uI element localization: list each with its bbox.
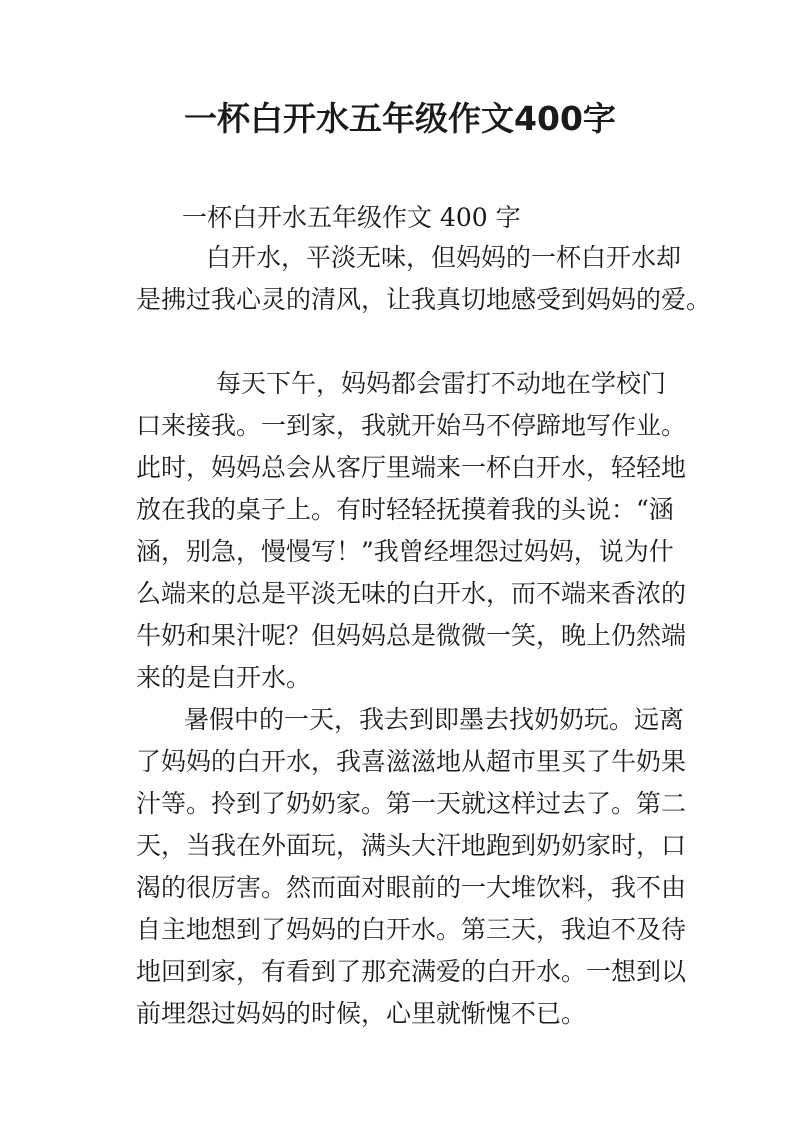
- text-line: 么端来的总是平淡无味的白开水，而不端来香浓的: [136, 579, 687, 608]
- text-line: 来的是白开水。: [136, 663, 312, 692]
- text-line: 前埋怨过妈妈的时候，心里就惭愧不已。: [136, 999, 587, 1028]
- text-line: 放在我的桌子上。有时轻轻抚摸着我的头说：“涵: [136, 495, 674, 524]
- text-line: 每天下午，妈妈都会雷打不动地在学校门: [216, 369, 667, 398]
- subtitle-line: 一杯白开水五年级作文 400 字: [182, 203, 521, 232]
- text-line: 口来接我。一到家，我就开始马不停蹄地写作业。: [136, 411, 687, 440]
- text-line: 暑假中的一天，我去到即墨去找奶奶玩。远离: [184, 705, 685, 734]
- text-line: 是拂过我心灵的清风，让我真切地感受到妈妈的爱。: [136, 285, 712, 314]
- page-title: 一杯白开水五年级作文400字: [184, 99, 616, 138]
- text-line: 天，当我在外面玩，满头大汗地跑到奶奶家时，口: [136, 831, 687, 860]
- text-line: 自主地想到了妈妈的白开水。第三天，我迫不及待: [136, 915, 687, 944]
- text-line: 地回到家，有看到了那充满爱的白开水。一想到以: [136, 957, 687, 986]
- text-line: 渴的很厉害。然而面对眼前的一大堆饮料，我不由: [136, 873, 687, 902]
- text-line: 牛奶和果汁呢？但妈妈总是微微一笑，晚上仍然端: [136, 621, 687, 650]
- text-line: 汁等。拎到了奶奶家。第一天就这样过去了。第二: [136, 789, 687, 818]
- text-line: 白开水，平淡无味，但妈妈的一杯白开水却: [206, 243, 682, 272]
- text-line: 此时，妈妈总会从客厅里端来一杯白开水，轻轻地: [136, 453, 687, 482]
- text-line: 了妈妈的白开水，我喜滋滋地从超市里买了牛奶果: [136, 747, 687, 776]
- text-line: 涵，别急，慢慢写！”我曾经埋怨过妈妈，说为什: [136, 537, 674, 566]
